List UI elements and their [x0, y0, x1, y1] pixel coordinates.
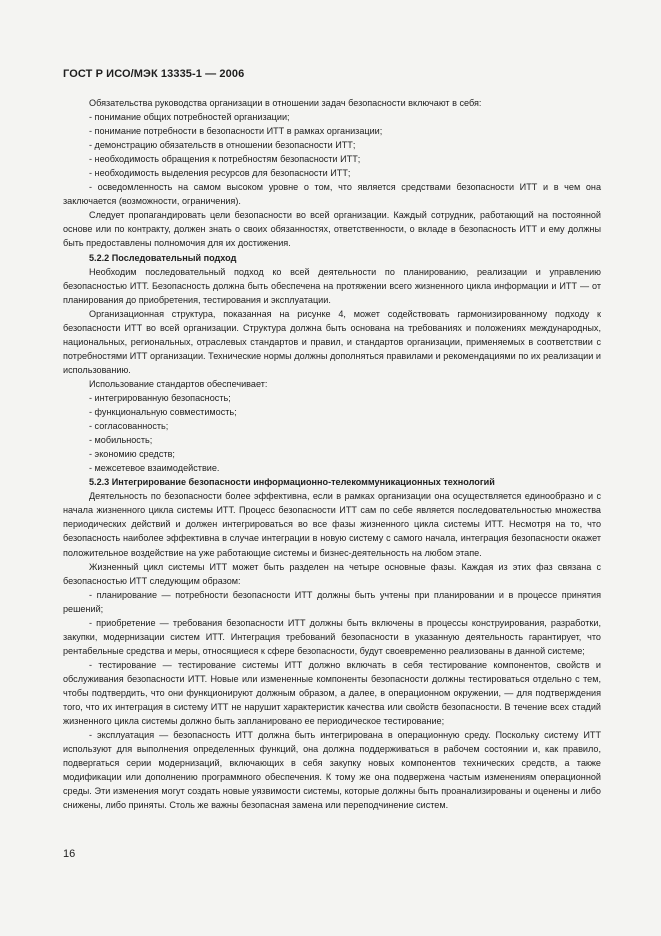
list-item: - необходимость обращения к потребностям безопасности ИТТ;	[89, 154, 361, 165]
list-item: - экономию средств;	[89, 449, 175, 460]
list-item: - демонстрацию обязательств в отношении безопасности ИТТ;	[89, 140, 356, 151]
list-item: - мобильность;	[89, 435, 153, 446]
section-heading: 5.2.2 Последовательный подход	[89, 252, 237, 263]
list-item: - функциональную совместимость;	[89, 407, 237, 418]
section-heading: 5.2.3 Интегрирование безопасности информационно-телекоммуникационных технологий	[89, 477, 495, 488]
document-body	[63, 96, 601, 812]
list-item: - согласованность;	[89, 421, 169, 432]
paragraph: Следует пропагандировать цели безопасности во всей организации. Каждый сотрудник, работающий на постоянной основе или по контракту, должен знать о своих обязанностях, ответственности, о вкладе в безопасность ИТТ и ему должны быть предоставлены полномочия для их достижения.	[63, 210, 601, 249]
list-item: - межсетевое взаимодействие.	[89, 463, 220, 474]
paragraph: Жизненный цикл системы ИТТ может быть разделен на четыре основные фазы. Каждая из этих фаз связана с безопасностью ИТТ следующим образом:	[63, 561, 601, 586]
list-item: - понимание потребности в безопасности ИТТ в рамках организации;	[89, 126, 383, 137]
paragraph: Обязательства руководства организации в отношении задач безопасности включают в себя:	[89, 98, 482, 108]
paragraph: Деятельность по безопасности более эффективна, если в рамках организации она осуществляется единообразно и с начала жизненного цикла системы ИТТ. Процесс безопасности ИТТ сам по себе является последовательностью множества периодических действий и должен интегрироваться во все фазы жизненного цикла системы ИТТ. Несмотря на то, что безопасность наиболее эффективна в случае интеграции в новую систему с самого начала, интеграция безопасности окажет положительное воздействие на уже работающие системы и бизнес-деятельность на любом этапе.	[63, 491, 601, 558]
list-item: - эксплуатация — безопасность ИТТ должна быть интегрирована в операционную среду. Поскольку систему ИТТ используют для выполнения определенных функций, она должна поддерживаться в рабочем состоянии и, как правило, подвергаться серии модернизаций, включающих в себя закупку новых компонентов технических средств, а также модификации или дополнению программного обеспечения. К тому же она подвержена частым изменениям операционной среды. Эти изменения могут создать новые уязвимости системы, которые должны быть проанализированы и оценены и либо снижены, либо приняты. Столь же важны безопасная замена или переподчинение систем.	[63, 730, 601, 811]
paragraph: Необходим последовательный подход ко всей деятельности по планированию, реализации и управлению безопасностью ИТТ. Безопасность должна быть обеспечена на протяжении всего жизненного цикла информации и ИТТ — от планирования до приобретения, тестирования и эксплуатации.	[63, 266, 601, 305]
list-item: - тестирование — тестирование системы ИТТ должно включать в себя тестирование компонентов, свойств и обслуживания безопасности ИТТ. Новые или измененные компоненты безопасности должны тестироваться отдельно с тем, чтобы подтвердить, что они функционируют должным образом, а далее, в операционном окружении, — для подтверждения того, что их интеграция в систему ИТТ не нарушит характеристик качества или свойств безопасности. В течение всех стадий жизненного цикла системы должно быть запланировано ее периодическое тестирование;	[63, 659, 601, 727]
list-item: - понимание общих потребностей организации;	[89, 112, 290, 123]
document-header: ГОСТ Р ИСО/МЭК 13335-1 — 2006	[63, 68, 245, 80]
paragraph: Организационная структура, показанная на рисунке 4, может содействовать гармонизированному подходу к безопасности ИТТ во всей организации. Структура должна быть основана на требованиях и положениях международных, национальных, региональных, отраслевых стандартов и правил, и стандартов организации, применяемых в соответствии с потребностями ИТТ организации. Технические нормы должны дополняться правилами и рекомендациями по их реализации и использованию.	[63, 308, 601, 375]
paragraph: Использование стандартов обеспечивает:	[89, 378, 268, 389]
list-item: - приобретение — требования безопасности ИТТ должны быть включены в процессы конструирования, разработки, закупки, модернизации систем ИТТ. Интеграция требований безопасности в указанную деятельность гарантирует, что рентабельные средства и меры, относящиеся к сфере безопасности, будут своевременно реализованы в данной системе;	[63, 617, 601, 656]
page-number: 16	[63, 848, 76, 860]
list-item: - интегрированную безопасность;	[89, 392, 231, 403]
list-item: - осведомленность на самом высоком уровне о том, что является средствами безопасности ИТТ и в чем она заключается (возможности, ограничения).	[63, 182, 601, 207]
list-item: - необходимость выделения ресурсов для безопасности ИТТ;	[89, 168, 351, 179]
list-item: - планирование — потребности безопасности ИТТ должны быть учтены при планировании и в процессе принятия решений;	[63, 589, 601, 614]
